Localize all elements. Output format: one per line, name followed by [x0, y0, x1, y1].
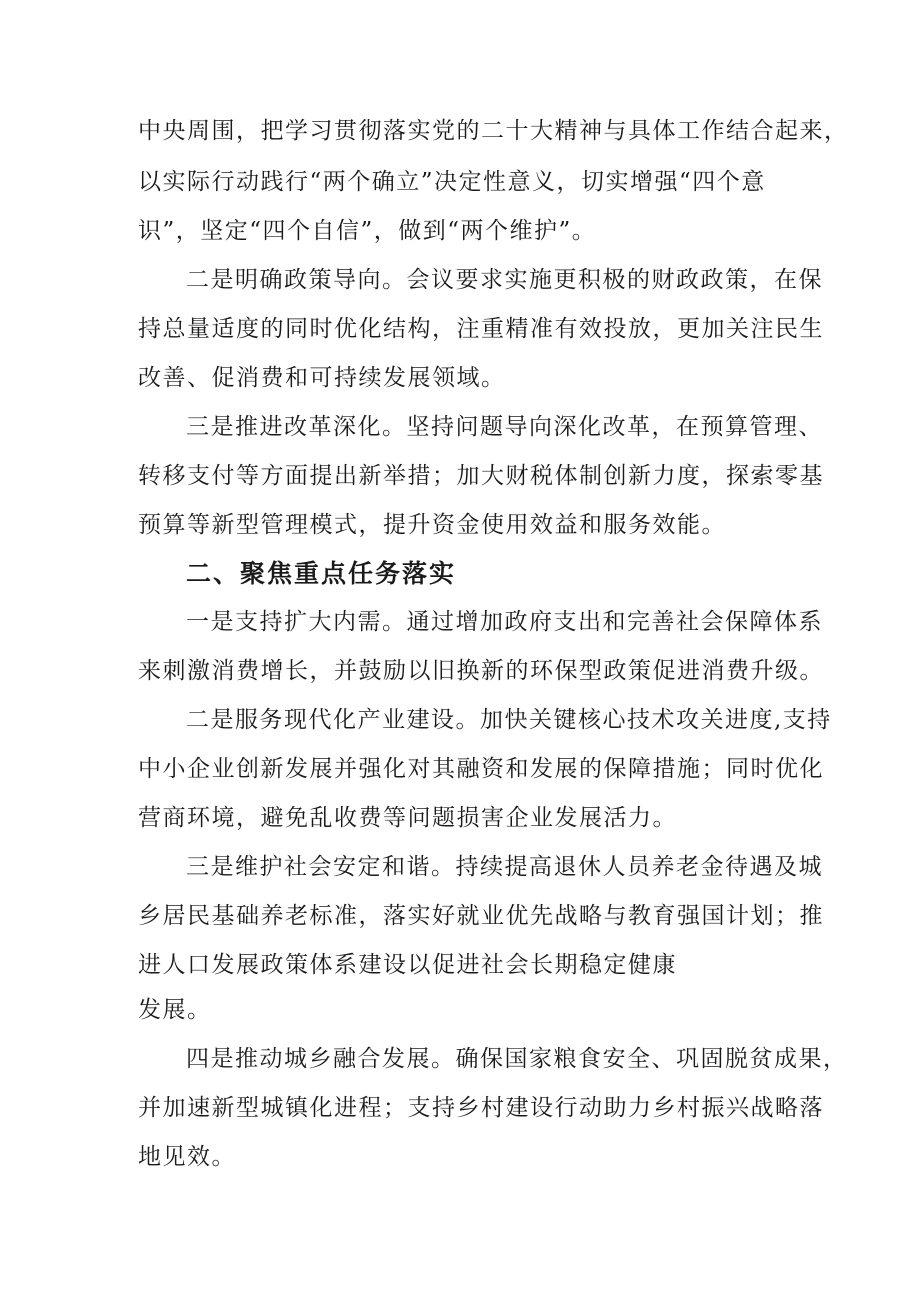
text-line: 地见效。 [138, 1144, 236, 1170]
text-line: 来刺激消费增长，并鼓励以旧换新的环保型政策促进消费升级。 [138, 658, 824, 684]
paragraph-first-line: 三是维护社会安定和谐。持续提高退休人员养老金待遇及城 [186, 854, 823, 880]
text-line: 营商环境，避免乱收费等问题损害企业发展活力。 [138, 805, 677, 831]
text-line: 并加速新型城镇化进程；支持乡村建设行动助力乡村振兴战略落 [138, 1095, 824, 1121]
text-line: 识”，坚定“四个自信”，做到“两个维护”。 [138, 218, 597, 244]
text-line: 发展。 [138, 997, 212, 1023]
section-heading: 二、聚焦重点任务落实 [186, 559, 457, 588]
text-line: 乡居民基础养老标准，落实好就业优先战略与教育强国计划；推 [138, 903, 824, 929]
text-line: 预算等新型管理模式，提升资金使用效益和服务效能。 [138, 512, 726, 538]
text-line: 以实际行动践行“两个确立”决定性意义，切实增强“四个意 [138, 169, 766, 195]
text-line: 持总量适度的同时优化结构，注重精准有效投放，更加关注民生 [138, 316, 824, 342]
paragraph-first-line: 二是服务现代化产业建设。加快关键核心技术攻关进度,支持 [186, 707, 832, 733]
text-line: 转移支付等方面提出新举措；加大财税体制创新力度，探索零基 [138, 463, 824, 489]
paragraph-first-line: 四是推动城乡融合发展。确保国家粮食安全、巩固脱贫成果， [186, 1046, 848, 1072]
paragraph-first-line: 二是明确政策导向。会议要求实施更积极的财政政策，在保 [186, 267, 823, 293]
text-line: 中小企业创新发展并强化对其融资和发展的保障措施；同时优化 [138, 756, 824, 782]
text-line: 改善、促消费和可持续发展领域。 [138, 365, 506, 391]
paragraph-first-line: 一是支持扩大内需。通过增加政府支出和完善社会保障体系 [186, 609, 823, 635]
paragraph-first-line: 三是推进改革深化。坚持问题导向深化改革，在预算管理、 [186, 414, 823, 440]
text-line: 进人口发展政策体系建设以促进社会长期稳定健康 [138, 952, 677, 978]
text-line: 中央周围，把学习贯彻落实党的二十大精神与具体工作结合起来， [138, 118, 849, 144]
